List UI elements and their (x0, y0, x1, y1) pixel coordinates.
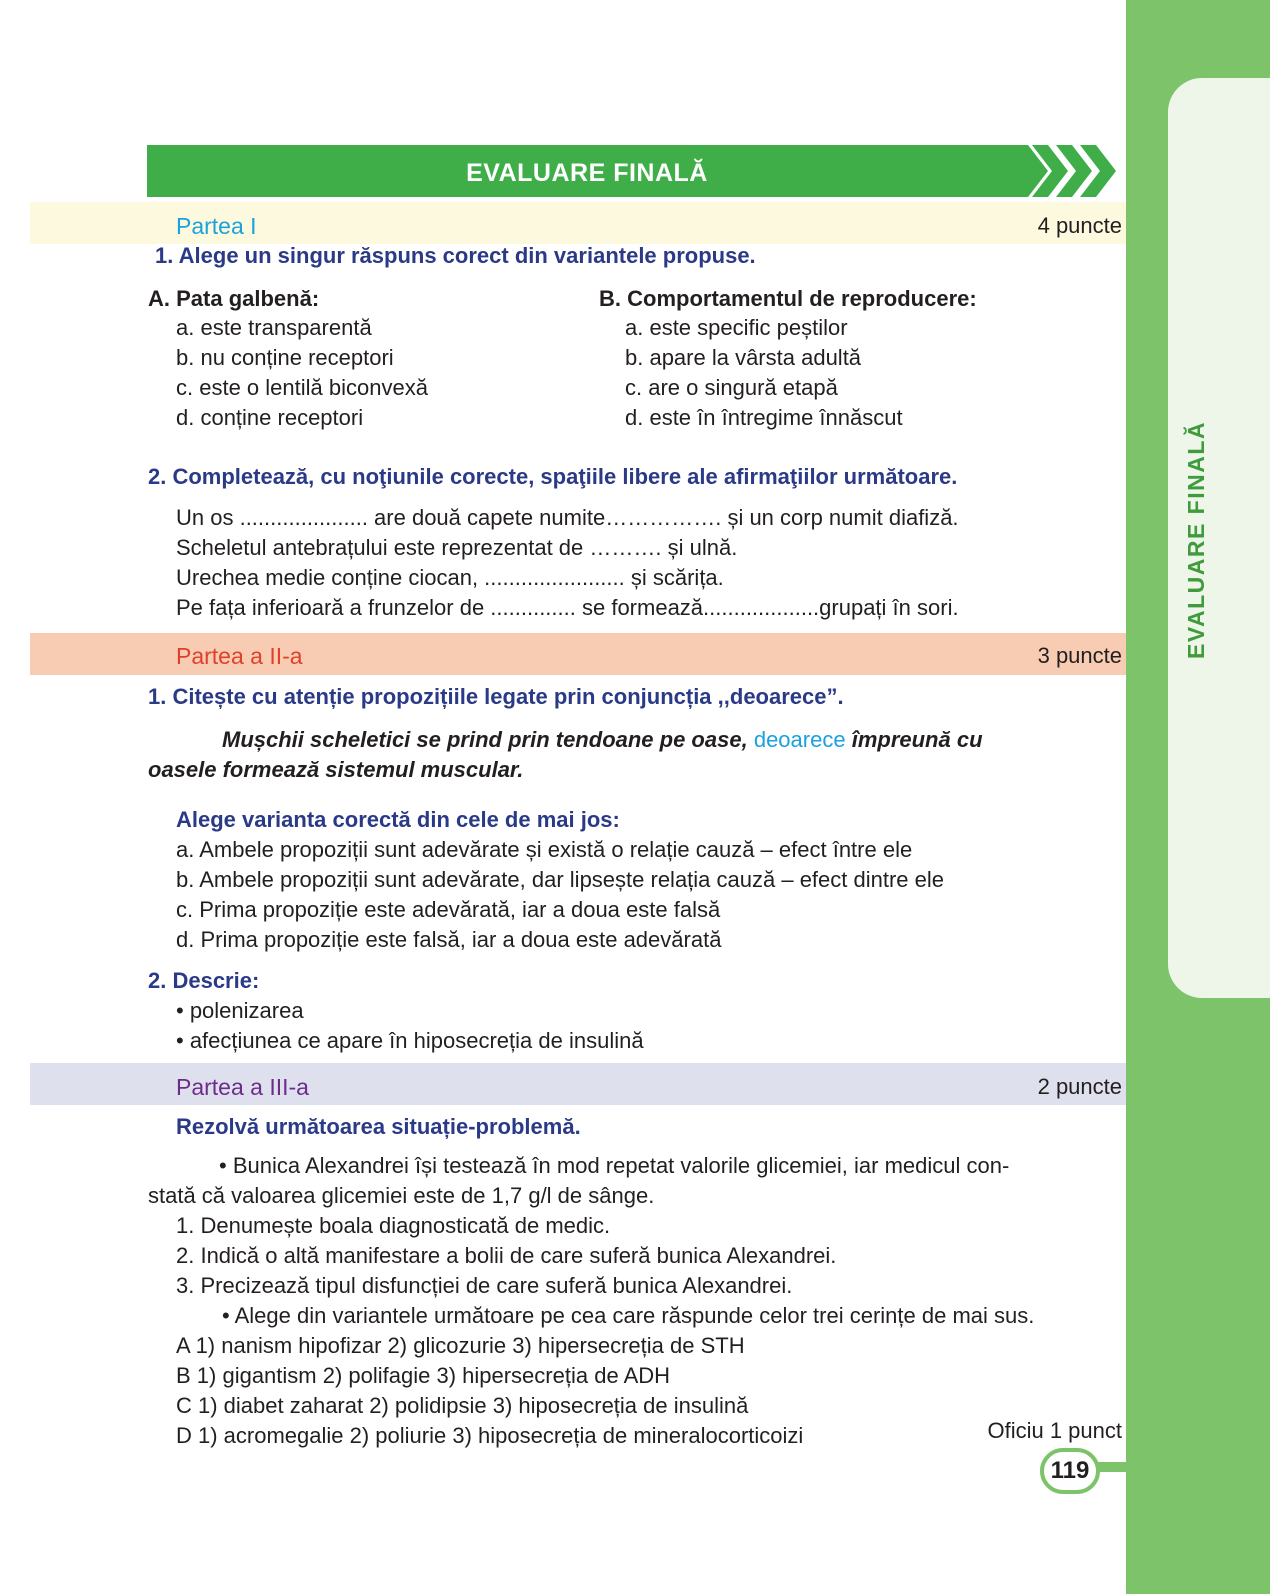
column-b-heading: B. Comportamentul de reproducere: (599, 286, 977, 311)
statement-text: Mușchii scheletici se prind prin tendoane pe oase, (222, 727, 748, 752)
column-a-heading: A. Pata galbenă: (148, 286, 320, 311)
statement-keyword: deoarece (753, 727, 846, 752)
part2-option: a. Ambele propoziții sunt adevărate și există o relație cauză – efect între ele (176, 837, 913, 862)
column-b-option: d. este în întregime înnăscut (625, 405, 903, 430)
problem-answer: D 1) acromegalie 2) poliurie 3) hiposecreția de mineralocorticoizi (176, 1423, 804, 1448)
column-b-option: a. este specific peștilor (625, 315, 848, 340)
fill-blank-line: Scheletul antebrațului este reprezentat de ………. și ulnă. (176, 535, 738, 560)
part2-option: b. Ambele propoziții sunt adevărate, dar lipsește relația cauză – efect dintre ele (176, 867, 945, 892)
column-b-option: b. apare la vârsta adultă (625, 345, 862, 370)
page-title-banner (147, 145, 1027, 197)
fill-blank-line: Un os ..................... are două capete numite……………. și un corp numit diafiză. (176, 505, 959, 530)
statement-line-1 (148, 727, 1124, 753)
part2-question-1: 1. Citește cu atenție propozițiile legate prin conjuncția ,,deoarece”. (148, 684, 844, 709)
chevron-arrows-icon (1004, 145, 1124, 197)
problem-paragraph-line: stată că valoarea glicemiei este de 1,7 g/l de sânge. (148, 1183, 655, 1208)
problem-task: 2. Indică o altă manifestare a bolii de care suferă bunica Alexandrei. (176, 1243, 837, 1268)
fill-blank-line: Urechea medie conține ciocan, ....................... și scărița. (176, 565, 724, 590)
column-a-option: a. este transparentă (176, 315, 372, 340)
part3-heading: Rezolvă următoarea situație-problemă. (176, 1114, 581, 1139)
part2-question-2: 2. Descrie: (148, 968, 260, 993)
part2-title: Partea a II-a (176, 643, 303, 669)
fill-blank-line: Pe fața inferioară a frunzelor de .............. se formează...................grupați în sori. (176, 595, 959, 620)
part2-option: d. Prima propoziție este falsă, iar a doua este adevărată (176, 927, 722, 952)
column-a-option: b. nu conține receptori (176, 345, 394, 370)
problem-answer: B 1) gigantism 2) polifagie 3) hipersecreția de ADH (176, 1363, 671, 1388)
page-title: EVALUARE FINALĂ (466, 159, 708, 187)
describe-item: • afecțiunea ce apare în hiposecreția de insulină (176, 1028, 644, 1053)
part3-title: Partea a III-a (176, 1074, 309, 1100)
part1-points: 4 puncte (1037, 213, 1122, 238)
part2-points: 3 puncte (1037, 643, 1122, 668)
page-number: 119 (1040, 1448, 1100, 1494)
problem-paragraph-line: • Bunica Alexandrei își testează în mod repetat valorile glicemiei, iar medicul con- (219, 1153, 1010, 1178)
part2-option: c. Prima propoziție este adevărată, iar a doua este falsă (176, 897, 721, 922)
part3-points: 2 puncte (1037, 1074, 1122, 1099)
statement-line-2: oasele formează sistemul muscular. (148, 757, 524, 782)
describe-item: • polenizarea (176, 998, 304, 1023)
column-a-option: c. este o lentilă biconvexă (176, 375, 428, 400)
oficiu-points: Oficiu 1 punct (987, 1418, 1122, 1443)
column-a-option: d. conține receptori (176, 405, 364, 430)
problem-task: 1. Denumește boala diagnosticată de medic. (176, 1213, 611, 1238)
part1-title: Partea I (176, 213, 257, 239)
part2-choose-heading: Alege varianta corectă din cele de mai jos: (176, 807, 620, 832)
problem-task: 3. Precizează tipul disfuncției de care suferă bunica Alexandrei. (176, 1273, 793, 1298)
part1-question-2: 2. Completează, cu noţiunile corecte, spaţiile libere ale afirmaţiilor următoare. (148, 464, 958, 489)
problem-answer: C 1) diabet zaharat 2) polidipsie 3) hiposecreția de insulină (176, 1393, 749, 1418)
problem-answer: A 1) nanism hipofizar 2) glicozurie 3) hipersecreția de STH (176, 1333, 745, 1358)
part1-question-1: 1. Alege un singur răspuns corect din variantele propuse. (155, 243, 756, 268)
statement-text: împreună cu (851, 727, 983, 752)
column-b-option: c. are o singură etapă (625, 375, 838, 400)
problem-choose: • Alege din variantele următoare pe cea care răspunde celor trei cerințe de mai sus. (222, 1303, 1035, 1328)
